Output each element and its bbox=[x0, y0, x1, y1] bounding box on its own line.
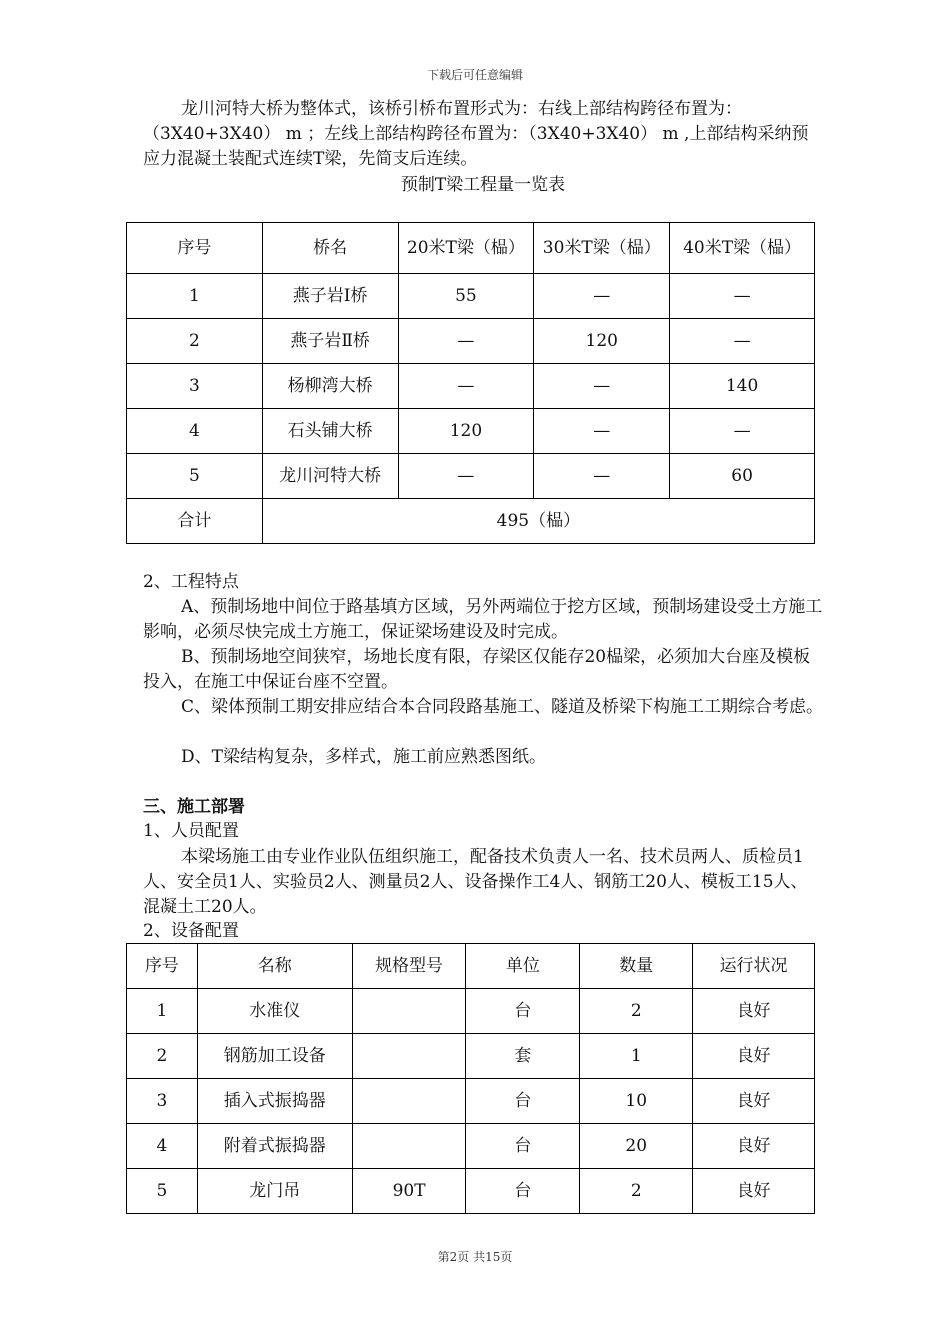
header-cell: 规格型号 bbox=[352, 944, 466, 989]
page-header: 下载后可任意编辑 bbox=[426, 68, 523, 82]
table-cell: 龙川河特大桥 bbox=[262, 454, 398, 499]
table-total-row bbox=[127, 499, 815, 544]
table-row bbox=[127, 1034, 815, 1079]
table-cell: 4 bbox=[127, 409, 263, 454]
feature-item-b: B、预制场地空间狭窄，场地长度有限，存梁区仅能存20榀梁，必须加大台座及模板投入，在施工中保证台座不空置。 bbox=[143, 647, 811, 692]
table-cell bbox=[352, 1124, 466, 1169]
table-cell: — bbox=[534, 274, 670, 319]
header-cell: 运行状况 bbox=[693, 944, 815, 989]
feature-item-c: C、梁体预制工期安排应结合本合同段路基施工、隧道及桥梁下构施工工期综合考虑。 bbox=[181, 697, 824, 717]
table-row bbox=[127, 989, 815, 1034]
table-cell: 台 bbox=[466, 1169, 580, 1214]
table-cell: 燕子岩Ⅱ桥 bbox=[262, 319, 398, 364]
table-cell: 120 bbox=[534, 319, 670, 364]
table-cell: 1 bbox=[127, 989, 198, 1034]
table-row bbox=[127, 274, 815, 319]
table-cell: 石头铺大桥 bbox=[262, 409, 398, 454]
table-cell: — bbox=[670, 274, 815, 319]
table-row bbox=[127, 364, 815, 409]
table-cell: 120 bbox=[398, 409, 534, 454]
table-cell: 良好 bbox=[693, 1169, 815, 1214]
section-3-title: 三、施工部署 bbox=[143, 797, 245, 817]
header-cell: 桥名 bbox=[262, 223, 398, 274]
table-cell: 插入式振捣器 bbox=[197, 1079, 352, 1124]
header-cell: 40米T梁（榀） bbox=[670, 223, 815, 274]
table-cell: — bbox=[534, 454, 670, 499]
table-cell bbox=[352, 1079, 466, 1124]
table-cell: 良好 bbox=[693, 989, 815, 1034]
header-cell: 30米T梁（榀） bbox=[534, 223, 670, 274]
table-header-row bbox=[127, 223, 815, 274]
page-footer: 第2页 共15页 bbox=[437, 1250, 513, 1264]
table1-title: 预制T梁工程量一览表 bbox=[400, 175, 566, 195]
table-cell: 55 bbox=[398, 274, 534, 319]
table-cell: 10 bbox=[580, 1079, 693, 1124]
table-cell: — bbox=[670, 319, 815, 364]
equipment-subtitle: 2、设备配置 bbox=[143, 921, 239, 941]
table-cell: 2 bbox=[127, 1034, 198, 1079]
table-cell: 2 bbox=[580, 989, 693, 1034]
table-cell: 140 bbox=[670, 364, 815, 409]
feature-item-a: A、预制场地中间位于路基填方区域，另外两端位于挖方区域，预制场建设受土方施工影响，必须尽快完成土方施工，保证梁场建设及时完成。 bbox=[143, 597, 823, 642]
table-cell: — bbox=[398, 319, 534, 364]
personnel-paragraph: 本梁场施工由专业作业队伍组织施工，配备技术负责人一名、技术员两人、质检员1人、安全员1人、实验员2人、测量员2人、设备操作工4人、钢筋工20人、模板工15人、混凝土工20人。 bbox=[143, 847, 808, 917]
header-cell: 名称 bbox=[197, 944, 352, 989]
table-cell: 钢筋加工设备 bbox=[197, 1034, 352, 1079]
header-cell: 20米T梁（榀） bbox=[398, 223, 534, 274]
table-cell: — bbox=[534, 364, 670, 409]
table-cell: 60 bbox=[670, 454, 815, 499]
total-label: 合计 bbox=[127, 499, 263, 544]
equipment-table bbox=[126, 943, 815, 1214]
table-cell: 3 bbox=[127, 1079, 198, 1124]
table-cell: 90T bbox=[352, 1169, 466, 1214]
header-cell: 单位 bbox=[466, 944, 580, 989]
header-cell: 序号 bbox=[127, 223, 263, 274]
table-cell: 5 bbox=[127, 1169, 198, 1214]
table-cell: 4 bbox=[127, 1124, 198, 1169]
table-cell bbox=[352, 989, 466, 1034]
table-cell: 台 bbox=[466, 1124, 580, 1169]
table-cell: 1 bbox=[580, 1034, 693, 1079]
table-cell: 良好 bbox=[693, 1124, 815, 1169]
table-cell: 良好 bbox=[693, 1079, 815, 1124]
table-cell: 套 bbox=[466, 1034, 580, 1079]
header-cell: 数量 bbox=[580, 944, 693, 989]
table-cell: 台 bbox=[466, 989, 580, 1034]
precast-beam-quantity-table bbox=[126, 222, 815, 544]
table-row bbox=[127, 1169, 815, 1214]
table-cell: 龙门吊 bbox=[197, 1169, 352, 1214]
table-row bbox=[127, 454, 815, 499]
feature-item-d: D、T梁结构复杂，多样式，施工前应熟悉图纸。 bbox=[181, 747, 546, 767]
table-cell bbox=[352, 1034, 466, 1079]
total-value: 495（榀） bbox=[262, 499, 814, 544]
table-cell: 附着式振捣器 bbox=[197, 1124, 352, 1169]
table-row bbox=[127, 1124, 815, 1169]
table-row bbox=[127, 1079, 815, 1124]
table-header-row bbox=[127, 944, 815, 989]
table-cell: 3 bbox=[127, 364, 263, 409]
table-cell: 杨柳湾大桥 bbox=[262, 364, 398, 409]
table-cell: — bbox=[398, 364, 534, 409]
intro-paragraph: 龙川河特大桥为整体式，该桥引桥布置形式为：右线上部结构跨径布置为：（3X40+3X40） m ；左线上部结构跨径布置为：（3X40+3X40） m ,上部结构采纳预应力混凝土装配式连续T梁，先简支后连续。 bbox=[143, 99, 809, 169]
table-row bbox=[127, 409, 815, 454]
table-cell: — bbox=[534, 409, 670, 454]
table-cell: — bbox=[398, 454, 534, 499]
personnel-subtitle: 1、人员配置 bbox=[143, 821, 239, 841]
table-cell: 水准仪 bbox=[197, 989, 352, 1034]
table-cell: 2 bbox=[580, 1169, 693, 1214]
section-2-title: 2、工程特点 bbox=[143, 572, 239, 592]
table-cell: 台 bbox=[466, 1079, 580, 1124]
table-cell: — bbox=[670, 409, 815, 454]
table-cell: 2 bbox=[127, 319, 263, 364]
table-cell: 5 bbox=[127, 454, 263, 499]
table-cell: 良好 bbox=[693, 1034, 815, 1079]
table-cell: 20 bbox=[580, 1124, 693, 1169]
table-cell: 燕子岩Ⅰ桥 bbox=[262, 274, 398, 319]
header-cell: 序号 bbox=[127, 944, 198, 989]
table-row bbox=[127, 319, 815, 364]
table-cell: 1 bbox=[127, 274, 263, 319]
